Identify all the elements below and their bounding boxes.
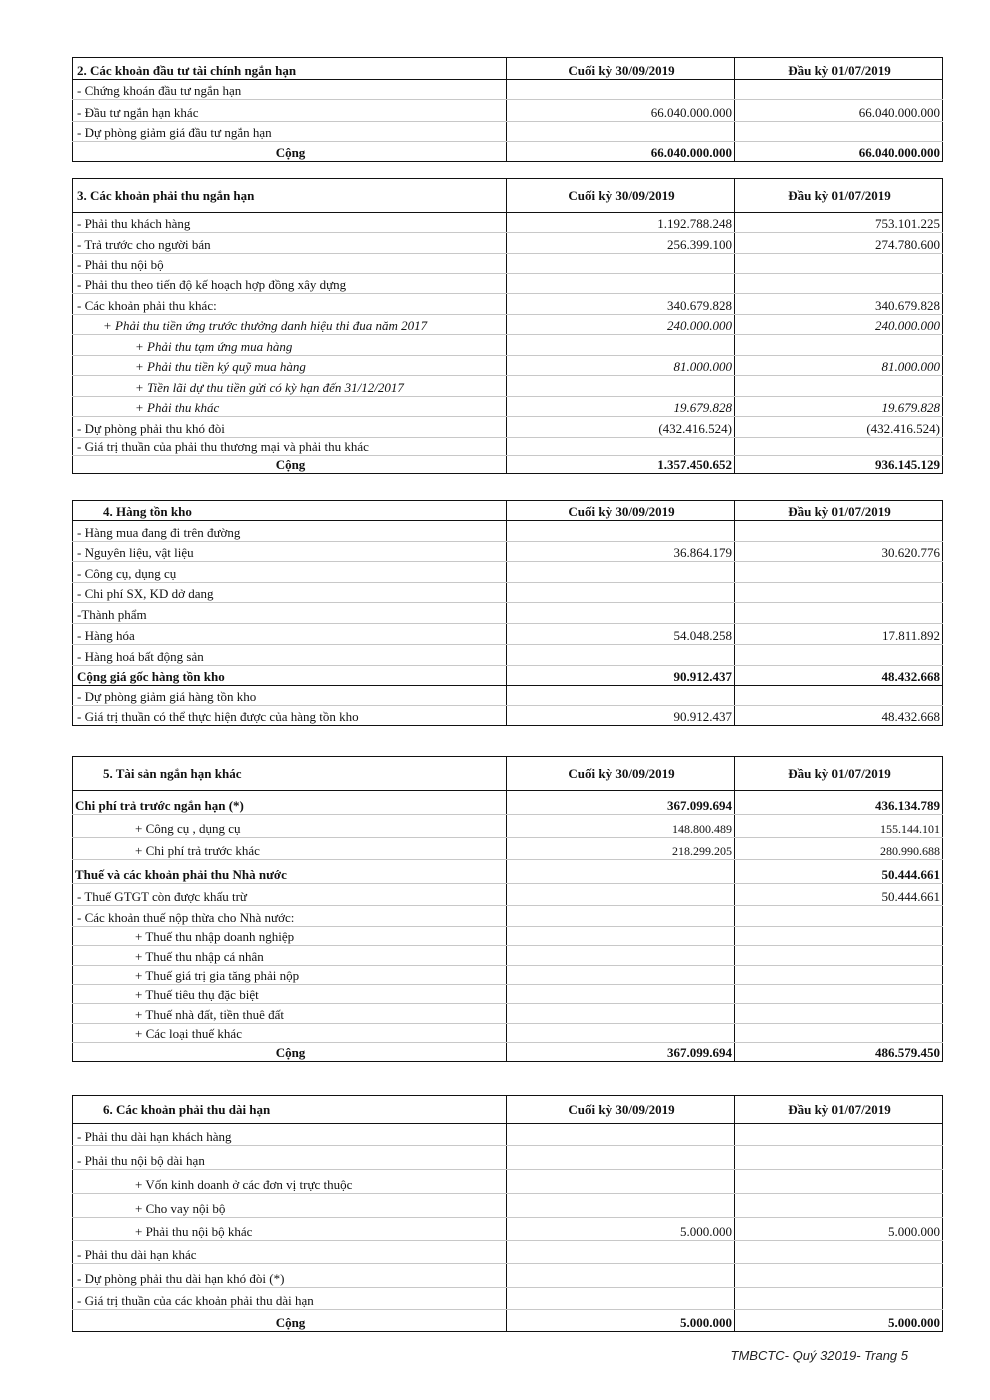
row-label: - Phải thu dài hạn khác: [73, 1241, 507, 1264]
section-title: 2. Các khoản đầu tư tài chính ngắn hạn: [73, 58, 507, 80]
row-label: - Chứng khoán đầu tư ngắn hạn: [73, 80, 507, 100]
row-label: - Phải thu nội bộ: [73, 254, 507, 274]
row-value-end: 5.000.000: [507, 1218, 735, 1241]
row-value-end: [507, 335, 735, 356]
total-value-end: 367.099.694: [507, 1043, 735, 1062]
row-value-begin: [735, 1124, 943, 1146]
total-row: [73, 1043, 943, 1062]
row-value-begin: [735, 274, 943, 294]
row-value-end: 36.864.179: [507, 542, 735, 562]
column-header-end: Cuối kỳ 30/09/2019: [507, 58, 735, 80]
column-header-begin: Đầu kỳ 01/07/2019: [735, 58, 943, 80]
table-row: [73, 521, 943, 542]
row-label: -Thành phẩm: [73, 603, 507, 624]
row-value-end: 148.800.489: [507, 815, 735, 838]
row-label: - Hàng mua đang đi trên đường: [73, 521, 507, 542]
table-row: [73, 966, 943, 985]
total-label: Cộng: [73, 1310, 507, 1332]
table-row: [73, 335, 943, 356]
row-value-end: [507, 1241, 735, 1264]
table-row: [73, 686, 943, 706]
row-label: + Chi phí trả trước khác: [73, 838, 507, 860]
row-value-end: [507, 985, 735, 1004]
row-value-begin: [735, 686, 943, 706]
row-value-begin: [735, 946, 943, 966]
row-label: - Dự phòng giảm giá đầu tư ngắn hạn: [73, 122, 507, 142]
row-value-begin: [735, 1194, 943, 1218]
row-label: + Thuế thu nhập doanh nghiệp: [73, 927, 507, 946]
row-value-begin: [735, 1170, 943, 1194]
row-value-begin: 17.811.892: [735, 624, 943, 645]
row-label: Chi phí trả trước ngắn hạn (*): [73, 791, 507, 815]
row-value-end: [507, 860, 735, 884]
row-value-begin: [735, 80, 943, 100]
row-label: + Thuế nhà đất, tiền thuê đất: [73, 1004, 507, 1024]
row-value-end: 367.099.694: [507, 791, 735, 815]
row-value-end: [507, 274, 735, 294]
row-value-end: [507, 966, 735, 985]
table-row: [73, 213, 943, 233]
table-row: [73, 100, 943, 122]
table-header: [73, 757, 943, 791]
table-row: [73, 274, 943, 294]
row-label: + Công cụ , dụng cụ: [73, 815, 507, 838]
table-row: [73, 583, 943, 603]
row-value-begin: 274.780.600: [735, 233, 943, 254]
row-value-end: 1.192.788.248: [507, 213, 735, 233]
row-value-begin: 81.000.000: [735, 356, 943, 376]
row-label: - Thuế GTGT còn được khấu trừ: [73, 884, 507, 906]
row-label: - Dự phòng phải thu dài hạn khó đòi (*): [73, 1264, 507, 1288]
row-value-begin: [735, 521, 943, 542]
table-row: [73, 80, 943, 100]
table-row: [73, 1024, 943, 1043]
row-value-begin: [735, 1264, 943, 1288]
row-label: - Phải thu khách hàng: [73, 213, 507, 233]
section-inventory: [72, 500, 942, 726]
row-label: - Đầu tư ngắn hạn khác: [73, 100, 507, 122]
table-header: [73, 58, 943, 80]
row-label: + Các loại thuế khác: [73, 1024, 507, 1043]
row-value-end: [507, 438, 735, 456]
section-short-term-investments: [72, 57, 942, 162]
row-value-begin: 280.990.688: [735, 838, 943, 860]
table-row: [73, 1146, 943, 1170]
table-other-current-assets: [72, 756, 943, 1062]
section-title: 3. Các khoản phải thu ngắn hạn: [73, 179, 507, 213]
total-value-begin: 936.145.129: [735, 456, 943, 474]
row-label: - Dự phòng giảm giá hàng tồn kho: [73, 686, 507, 706]
table-row: [73, 906, 943, 927]
row-value-end: [507, 645, 735, 666]
row-value-begin: 436.134.789: [735, 791, 943, 815]
row-value-begin: [735, 1288, 943, 1310]
row-value-end: 81.000.000: [507, 356, 735, 376]
row-label: - Các khoản thuế nộp thừa cho Nhà nước:: [73, 906, 507, 927]
row-label: - Dự phòng phải thu khó đòi: [73, 417, 507, 438]
table-row: [73, 1241, 943, 1264]
row-value-begin: [735, 583, 943, 603]
row-value-end: [507, 927, 735, 946]
total-row: [73, 1310, 943, 1332]
row-label: + Phải thu khác: [73, 397, 507, 417]
row-value-begin: [735, 376, 943, 397]
row-value-begin: 30.620.776: [735, 542, 943, 562]
table-row: [73, 122, 943, 142]
section-title: 4. Hàng tồn kho: [73, 501, 507, 521]
table-short-term-investments: [72, 57, 943, 162]
table-row: [73, 838, 943, 860]
row-value-end: [507, 80, 735, 100]
row-value-end: 90.912.437: [507, 666, 735, 686]
total-value-begin: 66.040.000.000: [735, 142, 943, 162]
table-row: [73, 624, 943, 645]
table-row: [73, 1124, 943, 1146]
table-row: [73, 417, 943, 438]
row-value-begin: [735, 254, 943, 274]
row-label: - Phải thu theo tiến độ kế hoạch hợp đồng xây dựng: [73, 274, 507, 294]
row-value-end: [507, 884, 735, 906]
row-value-begin: 155.144.101: [735, 815, 943, 838]
section-title: 5. Tài sản ngắn hạn khác: [73, 757, 507, 791]
inventory-cost-total-row: [73, 666, 943, 686]
row-value-begin: [735, 1024, 943, 1043]
row-value-end: 256.399.100: [507, 233, 735, 254]
total-value-begin: 5.000.000: [735, 1310, 943, 1332]
row-value-end: 90.912.437: [507, 706, 735, 726]
row-label: - Giá trị thuần của phải thu thương mại và phải thu khác: [73, 438, 507, 456]
row-value-begin: 66.040.000.000: [735, 100, 943, 122]
row-label: + Vốn kinh doanh ở các đơn vị trực thuộc: [73, 1170, 507, 1194]
table-short-term-receivables: [72, 178, 943, 474]
row-value-begin: [735, 1241, 943, 1264]
table-row: [73, 946, 943, 966]
column-header-end: Cuối kỳ 30/09/2019: [507, 179, 735, 213]
total-row: [73, 456, 943, 474]
row-value-begin: [735, 603, 943, 624]
table-header: [73, 179, 943, 213]
column-header-end: Cuối kỳ 30/09/2019: [507, 1096, 735, 1124]
table-row: [73, 315, 943, 335]
row-value-end: 54.048.258: [507, 624, 735, 645]
total-value-end: 66.040.000.000: [507, 142, 735, 162]
row-value-begin: [735, 966, 943, 985]
row-value-begin: 48.432.668: [735, 666, 943, 686]
row-value-end: [507, 1288, 735, 1310]
table-row: [73, 1004, 943, 1024]
row-value-end: [507, 686, 735, 706]
section-title: 6. Các khoản phải thu dài hạn: [73, 1096, 507, 1124]
row-label: - Nguyên liệu, vật liệu: [73, 542, 507, 562]
row-value-begin: 753.101.225: [735, 213, 943, 233]
row-value-begin: 50.444.661: [735, 884, 943, 906]
row-value-begin: 240.000.000: [735, 315, 943, 335]
row-value-end: 66.040.000.000: [507, 100, 735, 122]
table-row: [73, 1288, 943, 1310]
table-row: [73, 233, 943, 254]
table-row: [73, 645, 943, 666]
row-value-end: [507, 1004, 735, 1024]
row-value-end: [507, 603, 735, 624]
row-label: - Phải thu nội bộ dài hạn: [73, 1146, 507, 1170]
row-value-begin: [735, 906, 943, 927]
total-label: Cộng: [73, 142, 507, 162]
row-label: - Hàng hóa: [73, 624, 507, 645]
row-value-end: [507, 946, 735, 966]
row-value-end: [507, 906, 735, 927]
table-row: [73, 884, 943, 906]
table-header: [73, 501, 943, 521]
table-row: [73, 438, 943, 456]
column-header-begin: Đầu kỳ 01/07/2019: [735, 1096, 943, 1124]
row-label: + Cho vay nội bộ: [73, 1194, 507, 1218]
row-value-end: [507, 583, 735, 603]
table-inventory: [72, 500, 943, 726]
table-row: [73, 860, 943, 884]
table-row: [73, 542, 943, 562]
table-row: [73, 1194, 943, 1218]
row-value-end: [507, 1170, 735, 1194]
row-label: - Các khoản phải thu khác:: [73, 294, 507, 315]
table-row: [73, 603, 943, 624]
section-long-term-receivables: [72, 1095, 942, 1332]
row-value-begin: 19.679.828: [735, 397, 943, 417]
row-value-end: [507, 1124, 735, 1146]
row-label: + Phải thu nội bộ khác: [73, 1218, 507, 1241]
table-long-term-receivables: [72, 1095, 943, 1332]
total-value-end: 5.000.000: [507, 1310, 735, 1332]
total-value-begin: 486.579.450: [735, 1043, 943, 1062]
row-label: - Công cụ, dụng cụ: [73, 562, 507, 583]
table-row: [73, 254, 943, 274]
table-row: [73, 1170, 943, 1194]
row-value-begin: 340.679.828: [735, 294, 943, 315]
row-label: - Giá trị thuần có thể thực hiện được của hàng tồn kho: [73, 706, 507, 726]
row-value-begin: 48.432.668: [735, 706, 943, 726]
row-value-end: [507, 521, 735, 542]
row-value-end: 19.679.828: [507, 397, 735, 417]
row-value-begin: [735, 122, 943, 142]
row-value-begin: [735, 1146, 943, 1170]
row-label: + Phải thu tiền ứng trước thưởng danh hiệu thi đua năm 2017: [73, 315, 507, 335]
row-label: - Chi phí SX, KD dở dang: [73, 583, 507, 603]
section-other-current-assets: [72, 756, 942, 1062]
column-header-begin: Đầu kỳ 01/07/2019: [735, 757, 943, 791]
row-value-end: [507, 562, 735, 583]
row-value-begin: (432.416.524): [735, 417, 943, 438]
row-label: - Giá trị thuần của các khoản phải thu dài hạn: [73, 1288, 507, 1310]
row-value-begin: 50.444.661: [735, 860, 943, 884]
row-value-begin: [735, 645, 943, 666]
table-row: [73, 815, 943, 838]
row-label: + Phải thu tiền ký quỹ mua hàng: [73, 356, 507, 376]
row-value-begin: [735, 562, 943, 583]
row-label: + Phải thu tạm ứng mua hàng: [73, 335, 507, 356]
row-label: + Tiền lãi dự thu tiền gửi có kỳ hạn đến 31/12/2017: [73, 376, 507, 397]
row-label: - Hàng hoá bất động sản: [73, 645, 507, 666]
table-row: [73, 356, 943, 376]
table-row: [73, 294, 943, 315]
row-label: + Thuế giá trị gia tăng phải nộp: [73, 966, 507, 985]
column-header-end: Cuối kỳ 30/09/2019: [507, 501, 735, 521]
row-value-end: [507, 122, 735, 142]
row-value-begin: [735, 927, 943, 946]
row-value-end: [507, 1146, 735, 1170]
row-label: Cộng giá gốc hàng tồn kho: [73, 666, 507, 686]
row-label: - Phải thu dài hạn khách hàng: [73, 1124, 507, 1146]
total-label: Cộng: [73, 1043, 507, 1062]
row-value-end: 218.299.205: [507, 838, 735, 860]
table-row: [73, 1264, 943, 1288]
table-row: [73, 706, 943, 726]
column-header-begin: Đầu kỳ 01/07/2019: [735, 501, 943, 521]
section-short-term-receivables: [72, 178, 942, 474]
row-label: - Trả trước cho người bán: [73, 233, 507, 254]
row-value-begin: [735, 985, 943, 1004]
total-row: [73, 142, 943, 162]
table-row: [73, 985, 943, 1004]
row-value-begin: [735, 438, 943, 456]
total-value-end: 1.357.450.652: [507, 456, 735, 474]
row-label: Thuế và các khoản phải thu Nhà nước: [73, 860, 507, 884]
row-value-begin: [735, 335, 943, 356]
column-header-begin: Đầu kỳ 01/07/2019: [735, 179, 943, 213]
row-value-end: [507, 1264, 735, 1288]
row-label: + Thuế tiêu thụ đặc biệt: [73, 985, 507, 1004]
row-value-end: (432.416.524): [507, 417, 735, 438]
row-value-end: [507, 376, 735, 397]
page-footer: TMBCTC- Quý 32019- Trang 5: [730, 1348, 908, 1363]
total-label: Cộng: [73, 456, 507, 474]
table-row: [73, 927, 943, 946]
row-value-end: [507, 1024, 735, 1043]
table-row: [73, 376, 943, 397]
table-header: [73, 1096, 943, 1124]
row-value-end: [507, 1194, 735, 1218]
row-label: + Thuế thu nhập cá nhân: [73, 946, 507, 966]
table-row: [73, 397, 943, 417]
row-value-end: 340.679.828: [507, 294, 735, 315]
table-row: [73, 562, 943, 583]
row-value-end: 240.000.000: [507, 315, 735, 335]
table-row: [73, 791, 943, 815]
row-value-begin: [735, 1004, 943, 1024]
row-value-end: [507, 254, 735, 274]
row-value-begin: 5.000.000: [735, 1218, 943, 1241]
column-header-end: Cuối kỳ 30/09/2019: [507, 757, 735, 791]
table-row: [73, 1218, 943, 1241]
